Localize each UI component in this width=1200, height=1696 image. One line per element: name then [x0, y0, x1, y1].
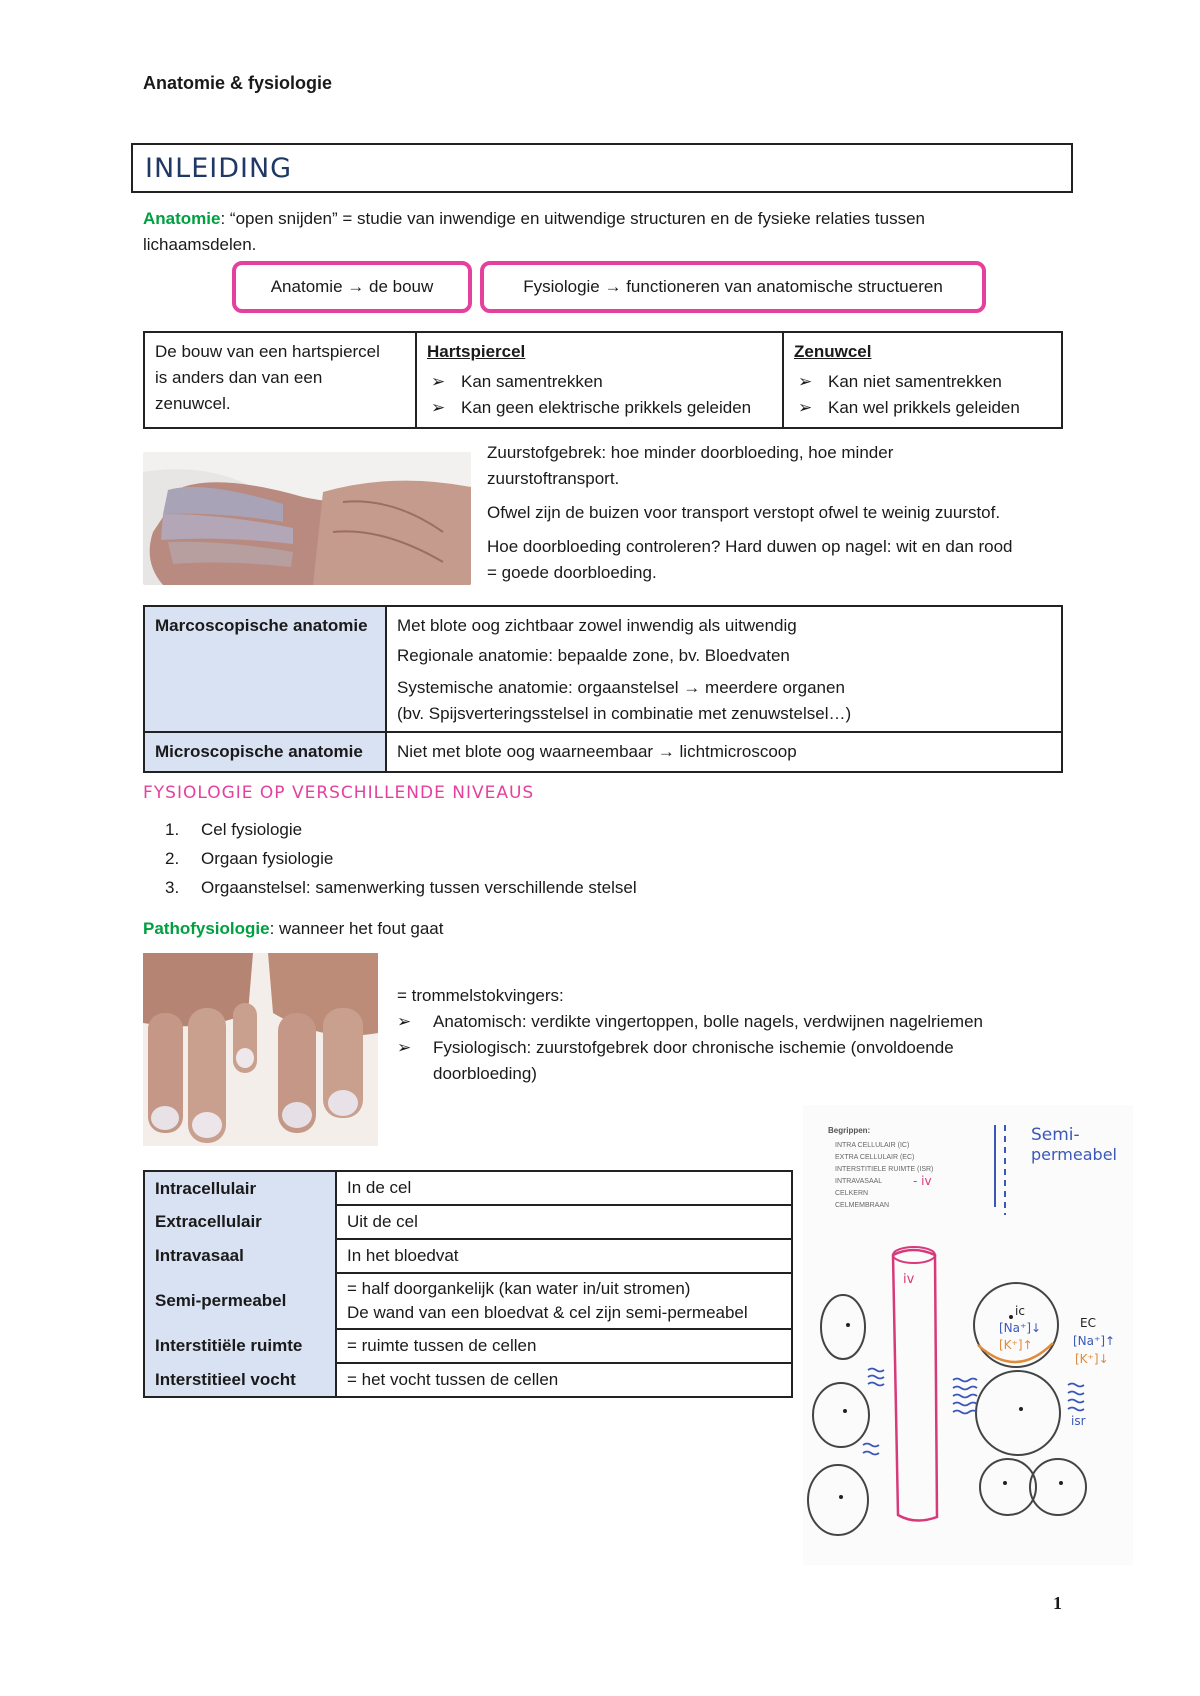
term-label: Intravasaal	[144, 1239, 336, 1273]
na-ic: [Na⁺]↓	[999, 1321, 1042, 1335]
page-header: Anatomie & fysiologie	[143, 73, 333, 93]
begrip-item: INTRAVASAAL	[835, 1178, 883, 1185]
begrip-item: INTERSTITIELE RUIMTE (ISR)	[835, 1166, 934, 1173]
trommelstok-text	[397, 983, 1077, 1087]
term-label: Semi-permeabel	[144, 1273, 336, 1329]
page-number: 1	[1053, 1593, 1062, 1613]
zuurstof-line: Ofwel zijn de buizen voor transport verstopt ofwel te weinig zuurstof.	[487, 503, 1001, 522]
fysiologie-pill: Fysiologie → functioneren van anatomische structueren	[480, 261, 986, 313]
zuurstof-text	[487, 440, 1077, 586]
anatomie-text: : “open snijden” = studie van inwendige en uitwendige structuren en de fysieke relaties tussen	[220, 209, 925, 228]
microscopische-label: Microscopische anatomie	[144, 732, 386, 772]
begrippen-table	[143, 1170, 793, 1398]
term-label: Interstitieel vocht	[144, 1363, 336, 1397]
levels-list	[165, 815, 637, 902]
pale-fingers-illustration	[143, 452, 471, 585]
table1-col1	[144, 332, 416, 428]
term-label: Intracellulair	[144, 1171, 336, 1205]
level-num: 2.	[165, 849, 180, 868]
macro-line: Regionale anatomie: bepaalde zone, bv. Bloedvaten	[397, 646, 790, 665]
hartspiercel-title: Hartspiercel	[427, 342, 526, 361]
k-ec: [K⁺]↓	[1075, 1352, 1109, 1366]
iv-note: - iv	[913, 1174, 932, 1188]
level-text: Orgaan fysiologie	[201, 849, 334, 868]
anatomie-text-2: lichaamsdelen.	[143, 235, 257, 254]
fysiologie-heading: FYSIOLOGIE OP VERSCHILLENDE NIVEAUS	[143, 783, 535, 803]
begrip-item: EXTRA CELLULAIR (EC)	[835, 1154, 915, 1161]
patho-text: : wanneer het fout gaat	[269, 919, 444, 938]
zenuwcel-item: ➢ Kan wel prikkels geleiden	[794, 395, 1051, 421]
clubbed-fingers-photo	[143, 953, 378, 1146]
permeabel-label: permeabel	[1031, 1145, 1117, 1164]
section-title-box	[131, 143, 1073, 193]
anatomie-pill: Anatomie → de bouw	[232, 261, 472, 313]
anatomie-term: Anatomie	[143, 209, 221, 228]
iv-label: iv	[903, 1272, 915, 1287]
pathofysiologie-line	[143, 916, 443, 942]
level-text: Orgaanstelsel: samenwerking tussen verschillende stelsel	[201, 878, 637, 897]
begrip-item: CELMEMBRAAN	[835, 1202, 890, 1209]
anatomie-definition	[143, 206, 1063, 258]
table1-col3	[783, 332, 1062, 428]
level-item	[165, 873, 637, 902]
level-num: 1.	[165, 820, 180, 839]
cell-diagram	[803, 1105, 1133, 1565]
term-value: = het vocht tussen de cellen	[336, 1363, 792, 1397]
pale-fingers-photo	[143, 452, 471, 585]
macroscopische-label: Marcoscopische anatomie	[144, 606, 386, 732]
clubbed-fingers-illustration	[143, 953, 378, 1146]
term-label: Extracellulair	[144, 1205, 336, 1239]
zuurstof-line: Hoe doorbloeding controleren? Hard duwen op nagel: wit en dan rood	[487, 537, 1013, 556]
trommel-title: = trommelstokvingers:	[397, 986, 564, 1005]
level-num: 3.	[165, 878, 180, 897]
hartspiercel-item: ➢ Kan geen elektrische prikkels geleiden	[427, 395, 772, 421]
macro-line: Met blote oog zichtbaar zowel inwendig als uitwendig	[397, 616, 797, 635]
macro-line: (bv. Spijsverteringsstelsel in combinatie met zenuwstelsel…)	[397, 704, 852, 723]
level-item	[165, 844, 637, 873]
ic-label: ic	[1015, 1304, 1025, 1318]
term-label: Interstitiële ruimte	[144, 1329, 336, 1363]
microscopische-content: Niet met blote oog waarneembaar → lichtmicroscoop	[386, 732, 1062, 772]
term-value	[336, 1273, 792, 1329]
patho-term: Pathofysiologie	[143, 919, 270, 938]
begrip-item: CELKERN	[835, 1190, 869, 1197]
level-item	[165, 815, 637, 844]
begrip-item: INTRA CELLULAIR (IC)	[835, 1142, 910, 1149]
cell-diagram-svg	[803, 1105, 1133, 1565]
table1-col1-line: zenuwcel.	[155, 394, 231, 413]
table1-col1-line: De bouw van een hartspiercel	[155, 342, 380, 361]
macro-line: Systemische anatomie: orgaanstelsel → meerdere organen	[397, 678, 845, 697]
zenuwcel-item: ➢ Kan niet samentrekken	[794, 369, 1051, 395]
semi-label: Semi-	[1031, 1125, 1080, 1145]
macroscopische-content	[386, 606, 1062, 732]
anatomie-types-table	[143, 605, 1063, 773]
begrippen-title: Begrippen:	[828, 1126, 871, 1135]
comparison-table	[143, 331, 1063, 429]
term-value: In de cel	[336, 1171, 792, 1205]
section-title: INLEIDING	[145, 153, 293, 184]
k-ic: [K⁺]↑	[999, 1338, 1033, 1352]
zuurstof-line: zuurstoftransport.	[487, 469, 620, 488]
trommel-item: ➢ Anatomisch: verdikte vingertoppen, bolle nagels, verdwijnen nagelriemen	[397, 1009, 1077, 1035]
na-ec: [Na⁺]↑	[1073, 1334, 1116, 1348]
hartspiercel-item: ➢ Kan samentrekken	[427, 369, 772, 395]
table1-col1-line: is anders dan van een	[155, 368, 323, 387]
term-value-line: De wand van een bloedvat & cel zijn semi-permeabel	[347, 1303, 748, 1322]
level-text: Cel fysiologie	[201, 820, 303, 839]
term-value-line: = half doorgankelijk (kan water in/uit stromen)	[347, 1279, 691, 1298]
trommel-item-cont: doorbloeding)	[433, 1064, 537, 1083]
table1-col2	[416, 332, 783, 428]
zuurstof-line: = goede doorbloeding.	[487, 563, 657, 582]
term-value: Uit de cel	[336, 1205, 792, 1239]
isr-label: isr	[1071, 1414, 1086, 1428]
trommel-item: ➢ Fysiologisch: zuurstofgebrek door chronische ischemie (onvoldoende	[397, 1035, 1077, 1061]
term-value: = ruimte tussen de cellen	[336, 1329, 792, 1363]
ec-label: EC	[1080, 1316, 1096, 1330]
term-value: In het bloedvat	[336, 1239, 792, 1273]
zenuwcel-title: Zenuwcel	[794, 342, 872, 361]
zuurstof-line: Zuurstofgebrek: hoe minder doorbloeding, hoe minder	[487, 443, 894, 462]
